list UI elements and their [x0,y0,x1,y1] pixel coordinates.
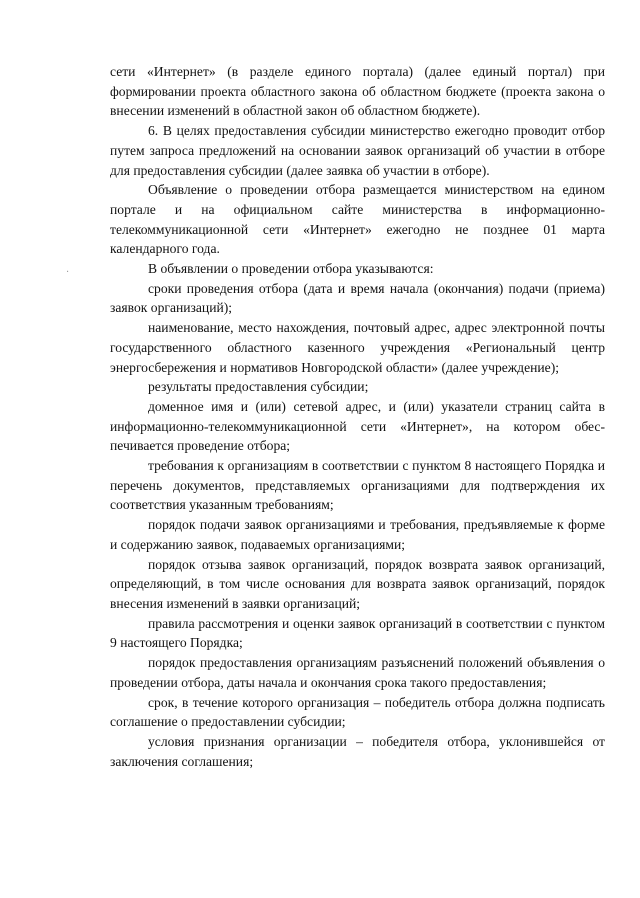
document-body [110,62,605,771]
paragraph-requirements: требования к организациям в соответствии с пунктом 8 настоящего Порядка и перечень документов, представляемых организациями для подтверждения их соответствия указанным требованиям; [110,458,605,513]
paragraph-results: результаты предоставления субсидии; [148,379,369,395]
paragraph-deadlines: сроки проведения отбора (дата и время начала (окончания) подачи (приема) заявок организаций); [110,280,605,316]
paragraph-withdrawal-order: порядок отзыва заявок организаций, порядок возврата заявок организаций, определяющий, в том числе основания для возврата заявок организаций, порядок внесения изменений в заявки организаций; [110,556,605,611]
paragraph-signing-deadline: срок, в течение которого организация – победитель отбора должна подписать соглашение о предоставлении субсидии; [110,694,605,730]
paragraph-continuation: сети «Интернет» (в разделе единого портала) (далее единый портал) при формировании проекта областного закона об областном бюджете (проекта закона о внесении изменений в областной закон об областном бюджете). [110,64,605,119]
paragraph-item-6: 6. В целях предоставления субсидии министерство ежегодно проводит отбор путем запроса предложений на основании заявок организаций об участии в отборе для предоставления субсидии (далее заявка об участии в отборе). [110,123,605,178]
paragraph-announcement: Объявление о проведении отбора размещается министерством на едином портале и на официальном сайте министерства в информационно-телекоммуникационной сети «Интернет» ежегодно не позднее 01 марта календарного года. [110,182,605,257]
paragraph-clarifications: порядок предоставления организациям разъяснений положений объявления о проведении отбора, даты начала и окончания срока такого предоставления; [110,655,605,690]
paragraph-domain-name: доменное имя и (или) сетевой адрес, и (или) указатели страниц сайта в информационно-телекоммуникационной сети «Интернет», на котором обеспечивается проведение отбора; [110,398,605,454]
paragraph-evaluation-rules: правила рассмотрения и оценки заявок организаций в соответствии с пунктом 9 настоящего Порядка; [110,615,605,651]
paragraph-institution-name: наименование, место нахождения, почтовый адрес, адрес электронной почты государственного областного казенного учреждения «Региональный центр энергосбережения и нормативов Новгородской области» (далее учреждение); [110,320,605,375]
paragraph-submission-order: порядок подачи заявок организациями и требования, предъявляемые к форме и содержанию заявок, подаваемых организациями; [110,517,605,552]
margin-mark: · [66,267,70,278]
paragraph-announcement-contents: В объявлении о проведении отбора указываются: [148,261,434,277]
paragraph-evasion-conditions: условия признания организации – победителя отбора, уклонившейся от заключения соглашения; [110,733,605,769]
